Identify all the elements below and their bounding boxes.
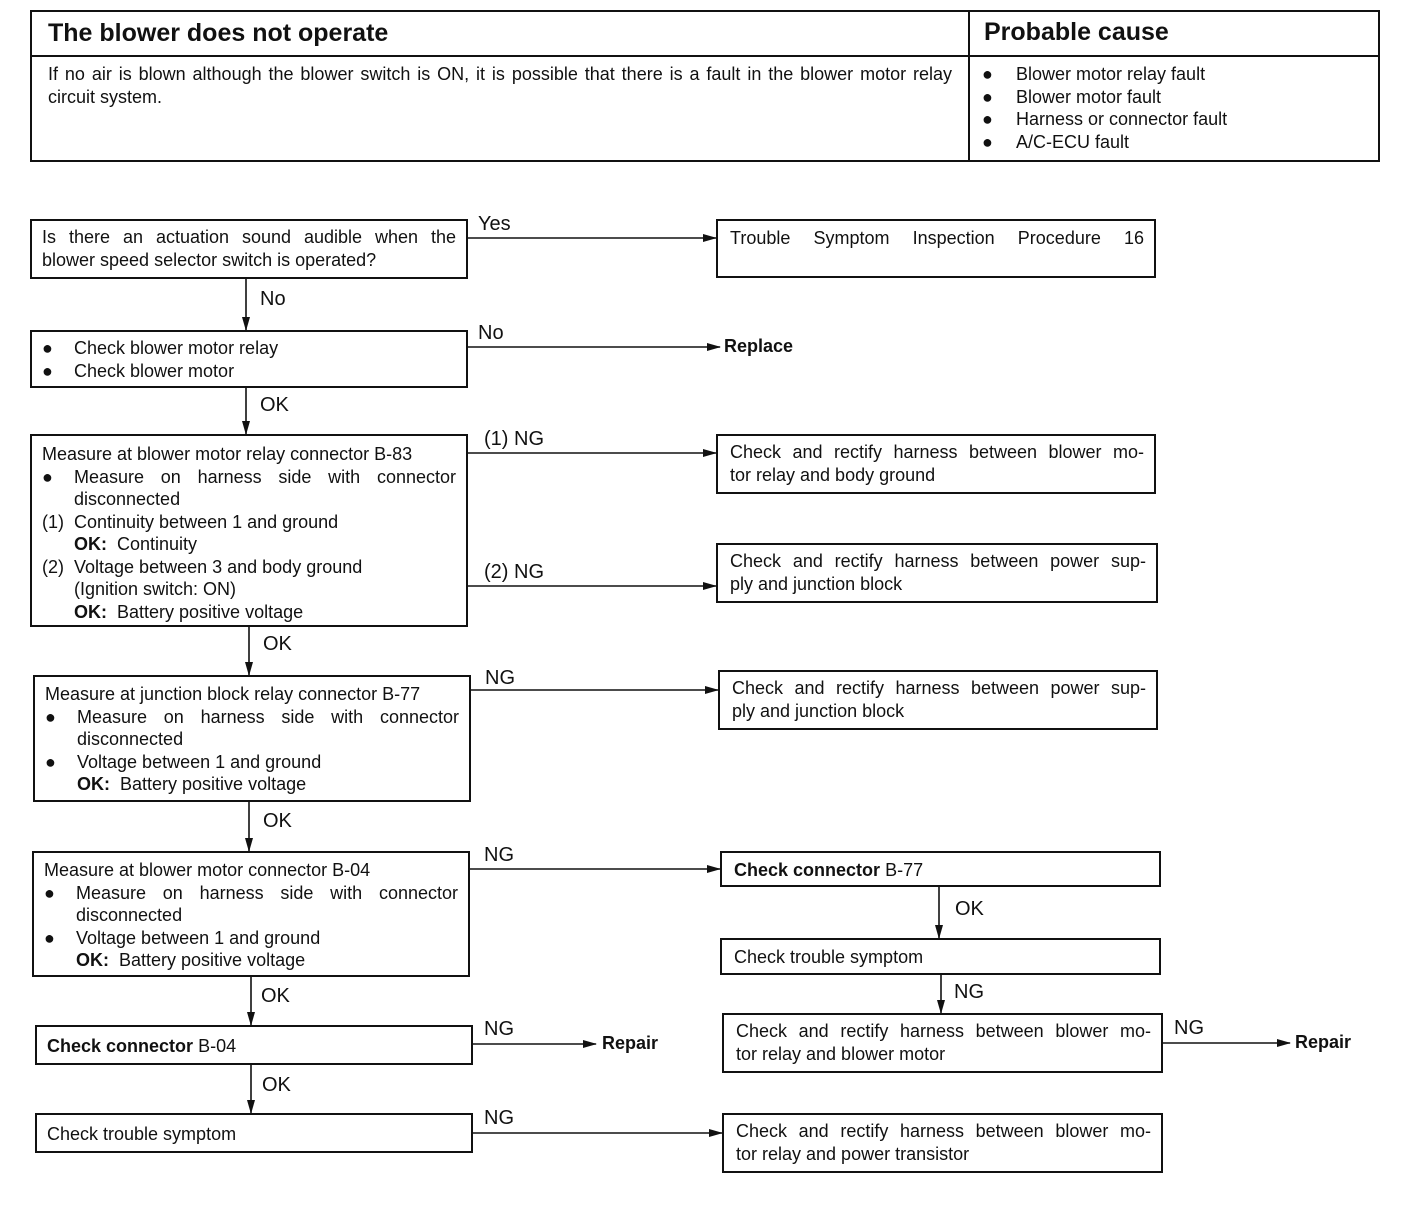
label-ng2-s3: (2) NG [484,561,544,583]
bullet-icon: ● [45,751,56,772]
step-measure-relay-b83: Measure at blower motor relay connector B-83 ● Measure on harness side with connector disconnected (1) Continuity between 1 and ground OK: Continuity (2) Voltage between 3 and body ground (Ignition switch: ON) OK: Battery positive voltage [30,434,468,627]
label-ok-s4: OK [263,810,292,832]
header-title: The blower does not operate [32,12,970,57]
result-check-trouble-symptom: Check trouble symptom [720,938,1161,975]
result-harness-power-junction-2: Check and rectify harness between power sup- ply and junction block [718,670,1158,730]
label-ng-s5: NG [484,844,514,866]
step-check-relay-motor: ● Check blower motor relay ● Check blower motor [30,330,468,388]
bullet-icon: ● [44,882,55,903]
result-procedure-16: Trouble Symptom Inspection Procedure 16 [716,219,1156,278]
label-ok-s6: OK [262,1074,291,1096]
result-harness-relay-blower: Check and rectify harness between blower mo- tor relay and blower motor [722,1013,1163,1073]
label-ok-s3: OK [263,633,292,655]
result-repair-right: Repair [1295,1032,1352,1052]
result-replace: Replace [724,336,794,356]
bullet-icon: ● [982,131,993,152]
result-harness-power-junction-1: Check and rectify harness between power sup- ply and junction block [716,543,1158,603]
bullet-icon: ● [42,338,53,358]
label-ng-r7: NG [954,981,984,1003]
step-check-connector-b04: Check connector B-04 [35,1025,473,1065]
label-ng-s7: NG [484,1107,514,1129]
bullet-icon: ● [45,706,56,727]
label-ng-s4: NG [485,667,515,689]
cause-item: ● Harness or connector fault [982,109,1228,129]
bullet-icon: ● [982,86,993,107]
bullet-icon: ● [42,466,53,487]
label-ok-r6: OK [955,898,984,920]
bullet-icon: ● [44,927,55,948]
result-harness-relay-transistor: Check and rectify harness between blower mo- tor relay and power transistor [722,1113,1163,1173]
bullet-icon: ● [982,64,993,84]
label-ng-r8: NG [1174,1017,1204,1039]
cause-item: ● Blower motor fault [982,86,1162,107]
label-no-down: No [260,288,286,310]
probable-cause-title: Probable cause [970,12,1378,57]
step-measure-junction-b77: Measure at junction block relay connector B-77 ● Measure on harness side with connector disconnected ● Voltage between 1 and ground OK: Battery positive voltage [33,675,471,802]
label-ok-s5: OK [261,985,290,1007]
step-measure-blower-b04: Measure at blower motor connector B-04 ● Measure on harness side with connector disconnected ● Voltage between 1 and ground OK: Battery positive voltage [32,851,470,977]
header-description: If no air is blown although the blower switch is ON, it is possible that there is a fault in the blower motor relay circuit system. [32,57,970,160]
result-harness-relay-ground: Check and rectify harness between blower mo- tor relay and body ground [716,434,1156,494]
bullet-icon: ● [42,360,53,381]
cause-item: ● A/C-ECU fault [982,131,1130,152]
cause-item: ● Blower motor relay fault [982,64,1206,84]
label-yes: Yes [478,213,511,235]
step-check-trouble-symptom: Check trouble symptom [35,1113,473,1153]
step-actuation-sound: Is there an actuation sound audible when the blower speed selector switch is operated? [30,219,468,279]
label-ng1-s3: (1) NG [484,428,544,450]
label-ng-s6: NG [484,1018,514,1040]
result-repair-left: Repair [602,1033,659,1053]
label-ok-s2: OK [260,394,289,416]
bullet-icon: ● [982,109,993,129]
label-no-right: No [478,322,504,344]
result-check-connector-b77: Check connector B-77 [720,851,1161,887]
